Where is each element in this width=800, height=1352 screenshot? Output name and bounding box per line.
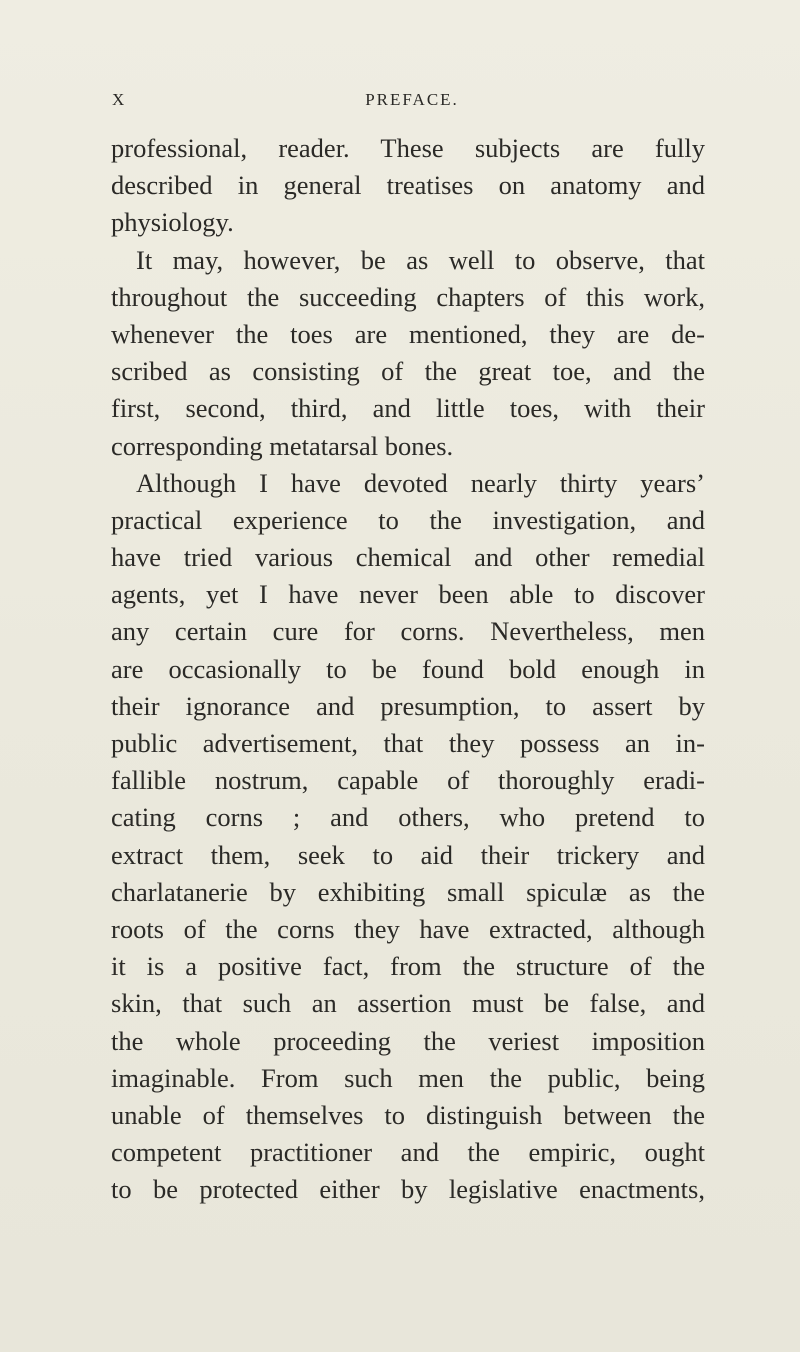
text-line: have tried various chemical and other remedial (111, 542, 705, 573)
text-line: the whole proceeding the veriest imposition (111, 1025, 705, 1056)
text-line: Although I have devoted nearly thirty years’ (136, 467, 705, 498)
text-line: it is a positive fact, from the structure of the (111, 951, 705, 982)
text-line: are occasionally to be found bold enough in (111, 653, 705, 684)
page-number: X (112, 90, 126, 109)
text-line: professional, reader. These subjects are fully (111, 133, 705, 163)
body-text (111, 130, 705, 1208)
text-line: scribed as consisting of the great toe, and the (111, 356, 705, 387)
text-line: skin, that such an assertion must be false, and (111, 988, 705, 1019)
text-line: imaginable. From such men the public, being (111, 1062, 705, 1093)
text-line: corresponding metatarsal bones. (111, 430, 454, 461)
text-line: practical experience to the investigation, and (111, 504, 705, 535)
text-line: unable of themselves to distinguish between the (111, 1099, 705, 1130)
text-line: public advertisement, that they possess an in- (111, 728, 705, 758)
text-line: throughout the succeeding chapters of this work, (111, 281, 705, 312)
text-line: It may, however, be as well to observe, that (136, 244, 705, 275)
text-line: roots of the corns they have extracted, although (111, 913, 705, 944)
text-line: cating corns ; and others, who pretend to (111, 802, 705, 833)
text-line: whenever the toes are mentioned, they are de- (111, 318, 705, 349)
text-line: their ignorance and presumption, to assert by (111, 690, 705, 721)
text-line: physiology. (111, 207, 234, 238)
text-line: agents, yet I have never been able to discover (111, 579, 705, 610)
text-line: described in general treatises on anatomy and (111, 170, 705, 201)
text-line: extract them, seek to aid their trickery and (111, 839, 705, 870)
text-line: first, second, third, and little toes, with their (111, 393, 705, 424)
running-head: PREFACE. (365, 90, 459, 109)
text-line: competent practitioner and the empiric, ought (111, 1137, 705, 1168)
page-header (112, 90, 712, 112)
text-line: any certain cure for corns. Nevertheless, men (111, 616, 705, 647)
text-line: charlatanerie by exhibiting small spiculæ as the (111, 876, 705, 907)
text-line: to be protected either by legislative enactments, (111, 1174, 705, 1205)
text-line: fallible nostrum, capable of thoroughly eradi- (111, 765, 705, 796)
